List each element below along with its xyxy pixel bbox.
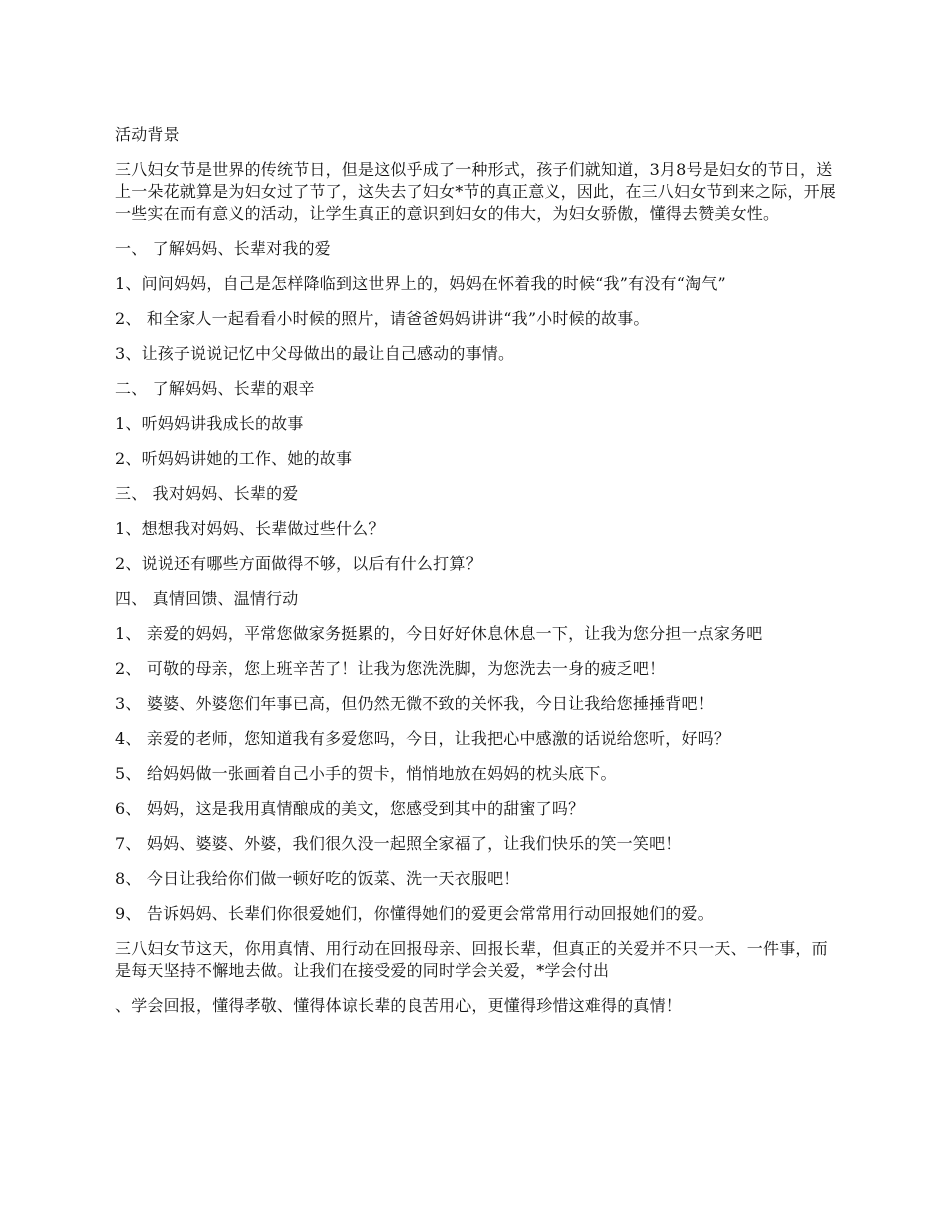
list-item: 1、想想我对妈妈、长辈做过些什么？ [115, 519, 385, 538]
list-item: 6、 妈妈，这是我用真情酿成的美文，您感受到其中的甜蜜了吗？ [115, 799, 585, 818]
list-item: 2、 可敬的母亲，您上班辛苦了！让我为您洗洗脚，为您洗去一身的疲乏吧！ [115, 659, 666, 678]
list-item: 1、问问妈妈，自己是怎样降临到这世界上的，妈妈在怀着我的时候“我”有没有“淘气” [115, 274, 726, 293]
section-heading-2: 二、 了解妈妈、长辈的艰辛 [115, 379, 315, 398]
document-body [115, 124, 839, 1030]
list-item: 3、 婆婆、外婆您们年事已高，但仍然无微不致的关怀我，今日让我给您捶捶背吧！ [115, 694, 714, 713]
list-item: 3、让孩子说说记忆中父母做出的最让自己感动的事情。 [115, 344, 515, 363]
list-item: 9、 告诉妈妈、长辈们你很爱她们，你懂得她们的爱更会常常用行动回报她们的爱。 [115, 904, 714, 923]
list-item: 1、听妈妈讲我成长的故事 [115, 414, 304, 433]
background-paragraph: 三八妇女节是世界的传统节日，但是这似乎成了一种形式，孩子们就知道，3月8号是妇女的节日，送上一朵花就算是为妇女过了节了，这失去了妇女*节的真正意义，因此，在三八妇女节到来之际，开展一些实在而有意义的活动，让学生真正的意识到妇女的伟大，为妇女骄傲，懂得去赞美女性。 [115, 160, 837, 223]
list-item: 2、听妈妈讲她的工作、她的故事 [115, 449, 353, 468]
list-item: 5、 给妈妈做一张画着自己小手的贺卡，悄悄地放在妈妈的枕头底下。 [115, 764, 617, 783]
list-item: 1、 亲爱的妈妈，平常您做家务挺累的，今日好好休息休息一下，让我为您分担一点家务吧 [115, 624, 763, 643]
list-item: 2、说说还有哪些方面做得不够，以后有什么打算？ [115, 554, 482, 573]
section-heading-4: 四、 真情回馈、温情行动 [115, 589, 299, 608]
list-item: 8、 今日让我给你们做一顿好吃的饭菜、洗一天衣服吧！ [115, 869, 520, 888]
section-heading-background: 活动背景 [115, 125, 180, 144]
closing-paragraph: 三八妇女节这天，你用真情、用行动在回报母亲、回报长辈，但真正的关爱并不只一天、一件事，而是每天坚持不懈地去做。让我们在接受爱的同时学会关爱，*学会付出 [115, 939, 828, 980]
closing-paragraph-continued: 、学会回报，懂得孝敬、懂得体谅长辈的良苦用心，更懂得珍惜这难得的真情！ [115, 996, 683, 1015]
list-item: 7、 妈妈、婆婆、外婆，我们很久没一起照全家福了，让我们快乐的笑一笑吧！ [115, 834, 682, 853]
list-item: 2、 和全家人一起看看小时候的照片，请爸爸妈妈讲讲“我”小时候的故事。 [115, 309, 650, 328]
section-heading-3: 三、 我对妈妈、长辈的爱 [115, 484, 299, 503]
section-heading-1: 一、 了解妈妈、长辈对我的爱 [115, 239, 331, 258]
list-item: 4、 亲爱的老师，您知道我有多爱您吗，今日，让我把心中感激的话说给您听，好吗？ [115, 729, 731, 748]
